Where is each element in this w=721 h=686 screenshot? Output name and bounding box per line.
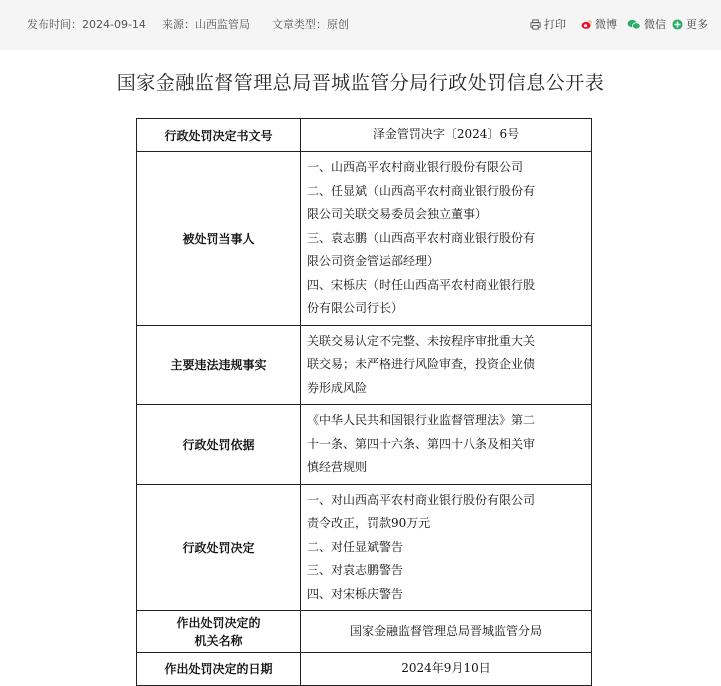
article-type: 文章类型：原创: [272, 18, 349, 31]
wechat-share-button[interactable]: [627, 16, 666, 32]
wechat-icon: [627, 19, 641, 30]
doc-number-label: 行政处罚决定书文号: [137, 119, 301, 152]
date-label: 作出处罚决定的日期: [137, 653, 301, 686]
violation-line: 联交易；未严格进行风险审查，投资企业债: [307, 357, 536, 371]
decision-value: [301, 484, 592, 611]
party-line: 份有限公司行长）: [307, 301, 404, 315]
decision-line: 三、对袁志鹏警告: [307, 563, 404, 577]
basis-line: 十一条、第四十六条、第四十八条及相关审: [307, 436, 536, 451]
basis-label: 行政处罚依据: [137, 405, 301, 485]
doc-number-value: 泽金管罚决字〔2024〕6号: [301, 119, 592, 152]
table-row: [137, 611, 592, 653]
publish-time: 发布时间：2024-09-14: [27, 18, 146, 31]
party-label: 被处罚当事人: [137, 152, 301, 326]
basis-line: 《中华人民共和国银行业监督管理法》第二: [307, 413, 536, 427]
violation-line: 券形成风险: [307, 380, 368, 395]
plus-circle-icon: [672, 19, 683, 30]
print-button[interactable]: [530, 16, 566, 32]
date-value: 2024年9月10日: [301, 653, 592, 686]
party-value: [301, 152, 592, 326]
party-line: 一、山西高平农村商业银行股份有限公司: [307, 160, 524, 174]
authority-value: 国家金融监督管理总局晋城监管分局: [301, 611, 592, 653]
table-row: [137, 119, 592, 152]
page-title: 国家金融监督管理总局晋城监管分局行政处罚信息公开表: [116, 72, 605, 94]
weibo-icon: [581, 19, 592, 30]
wechat-label: 微信: [644, 18, 666, 31]
decision-line: 二、对任显斌警告: [307, 539, 404, 554]
more-share-button[interactable]: [672, 16, 708, 32]
party-line: 限公司关联交易委员会独立董事）: [307, 207, 488, 221]
basis-value: [301, 405, 592, 485]
decision-line: 四、对宋栎庆警告: [307, 586, 404, 601]
table-row: [137, 484, 592, 611]
table-row: [137, 152, 592, 326]
more-label: 更多: [686, 18, 708, 31]
violation-label: 主要违法违规事实: [137, 325, 301, 405]
decision-label: 行政处罚决定: [137, 484, 301, 611]
table-row: [137, 405, 592, 485]
penalty-info-table: [136, 118, 592, 686]
authority-label: [137, 611, 301, 653]
party-line: 限公司资金管运部经理）: [307, 254, 440, 268]
table-row: [137, 325, 592, 405]
party-line: 四、宋栎庆（时任山西高平农村商业银行股: [307, 277, 536, 292]
printer-icon: [530, 19, 541, 30]
source: 来源：山西监管局: [162, 18, 250, 31]
print-label: 打印: [544, 18, 566, 31]
authority-label-line: 机关名称: [194, 633, 243, 648]
decision-line: 责令改正，罚款90万元: [307, 516, 431, 530]
table-row: [137, 653, 592, 686]
weibo-share-button[interactable]: [581, 16, 617, 32]
basis-line: 慎经营规则: [307, 460, 368, 474]
violation-value: [301, 325, 592, 405]
party-line: 二、任显斌（山西高平农村商业银行股份有: [307, 183, 536, 198]
party-line: 三、袁志鹏（山西高平农村商业银行股份有: [307, 230, 536, 245]
violation-line: 关联交易认定不完整、未按程序审批重大关: [307, 333, 536, 348]
authority-label-line: 作出处罚决定的: [176, 615, 261, 630]
decision-line: 一、对山西高平农村商业银行股份有限公司: [307, 492, 536, 507]
weibo-label: 微博: [595, 18, 617, 31]
